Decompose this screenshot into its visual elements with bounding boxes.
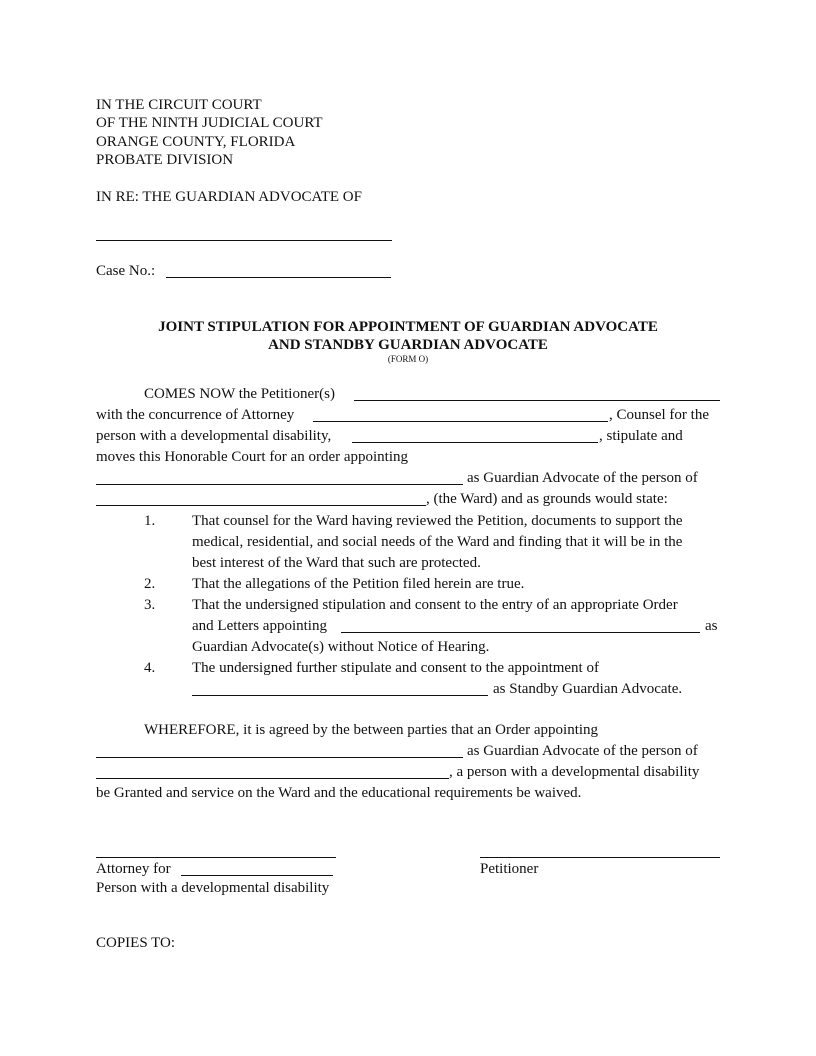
item-4-line-1: The undersigned further stipulate and consent to the appointment of	[192, 660, 599, 676]
as-guardian-advocate-text: as Guardian Advocate of the person of	[467, 470, 698, 486]
wherefore-guardian-blank[interactable]	[96, 757, 463, 758]
case-number-label: Case No.:	[96, 263, 156, 279]
comes-now-text: COMES NOW the Petitioner(s)	[144, 386, 335, 402]
ward-person-blank[interactable]	[96, 505, 426, 506]
wherefore-as-guardian-text: as Guardian Advocate of the person of	[467, 743, 698, 759]
form-label: (FORM O)	[387, 354, 429, 364]
petitioner-name-blank[interactable]	[354, 400, 720, 401]
petitioner-signature-line[interactable]	[480, 857, 720, 858]
moves-text: moves this Honorable Court for an order appointing	[96, 449, 409, 465]
item-1-line-3: best interest of the Ward that such are protected.	[192, 555, 481, 571]
wherefore-line-1: WHEREFORE, it is agreed by the between parties that an Order appointing	[144, 722, 599, 738]
item-4-standby-text: as Standby Guardian Advocate.	[493, 681, 683, 697]
item-3-line-2: and Letters appointing	[192, 618, 327, 634]
item-2-line-1: That the allegations of the Petition filed herein are true.	[192, 576, 525, 592]
attorney-signature-line[interactable]	[96, 857, 336, 858]
item-3-as-text: as	[705, 618, 718, 634]
court-county-line: ORANGE COUNTY, FLORIDA	[96, 134, 296, 150]
attorney-for-label: Attorney for	[96, 861, 171, 877]
item-1-number: 1.	[144, 513, 156, 529]
item-3-appointee-blank[interactable]	[341, 632, 700, 633]
standby-guardian-blank[interactable]	[192, 695, 488, 696]
wherefore-person-dd-text: , a person with a developmental disability	[449, 764, 700, 780]
person-dd-signature-label: Person with a developmental disability	[96, 880, 330, 896]
wherefore-person-blank[interactable]	[96, 778, 449, 779]
ward-name-blank[interactable]	[96, 240, 392, 241]
item-1-line-2: medical, residential, and social needs of the Ward and finding that it will be in the	[192, 534, 683, 550]
court-division-line: PROBATE DIVISION	[96, 152, 234, 168]
court-name-line-2: OF THE NINTH JUDICIAL COURT	[96, 115, 323, 131]
item-3-number: 3.	[144, 597, 156, 613]
the-ward-text: , (the Ward) and as grounds would state:	[426, 491, 668, 507]
court-name-line-1: IN THE CIRCUIT COURT	[96, 97, 262, 113]
document-title-line-2: AND STANDBY GUARDIAN ADVOCATE	[268, 337, 548, 353]
item-1-line-1: That counsel for the Ward having reviewed the Petition, documents to support the	[192, 513, 683, 529]
stipulate-text: , stipulate and	[599, 428, 683, 444]
item-3-line-3: Guardian Advocate(s) without Notice of Hearing.	[192, 639, 490, 655]
person-dd-text: person with a developmental disability,	[96, 428, 332, 444]
person-dd-name-blank[interactable]	[352, 442, 598, 443]
concurrence-text: with the concurrence of Attorney	[96, 407, 295, 423]
wherefore-granted-text: be Granted and service on the Ward and the educational requirements be waived.	[96, 785, 582, 801]
copies-to-label: COPIES TO:	[96, 935, 176, 951]
petitioner-label: Petitioner	[480, 861, 539, 877]
attorney-name-blank[interactable]	[313, 421, 608, 422]
item-3-line-1: That the undersigned stipulation and consent to the entry of an appropriate Order	[192, 597, 678, 613]
counsel-for-text: , Counsel for the	[609, 407, 709, 423]
item-2-number: 2.	[144, 576, 156, 592]
item-4-number: 4.	[144, 660, 156, 676]
guardian-advocate-blank[interactable]	[96, 484, 463, 485]
in-re-line: IN RE: THE GUARDIAN ADVOCATE OF	[96, 189, 362, 205]
case-number-blank[interactable]	[166, 277, 391, 278]
document-title-line-1: JOINT STIPULATION FOR APPOINTMENT OF GUARDIAN ADVOCATE	[158, 319, 658, 335]
attorney-for-blank[interactable]	[181, 875, 333, 876]
